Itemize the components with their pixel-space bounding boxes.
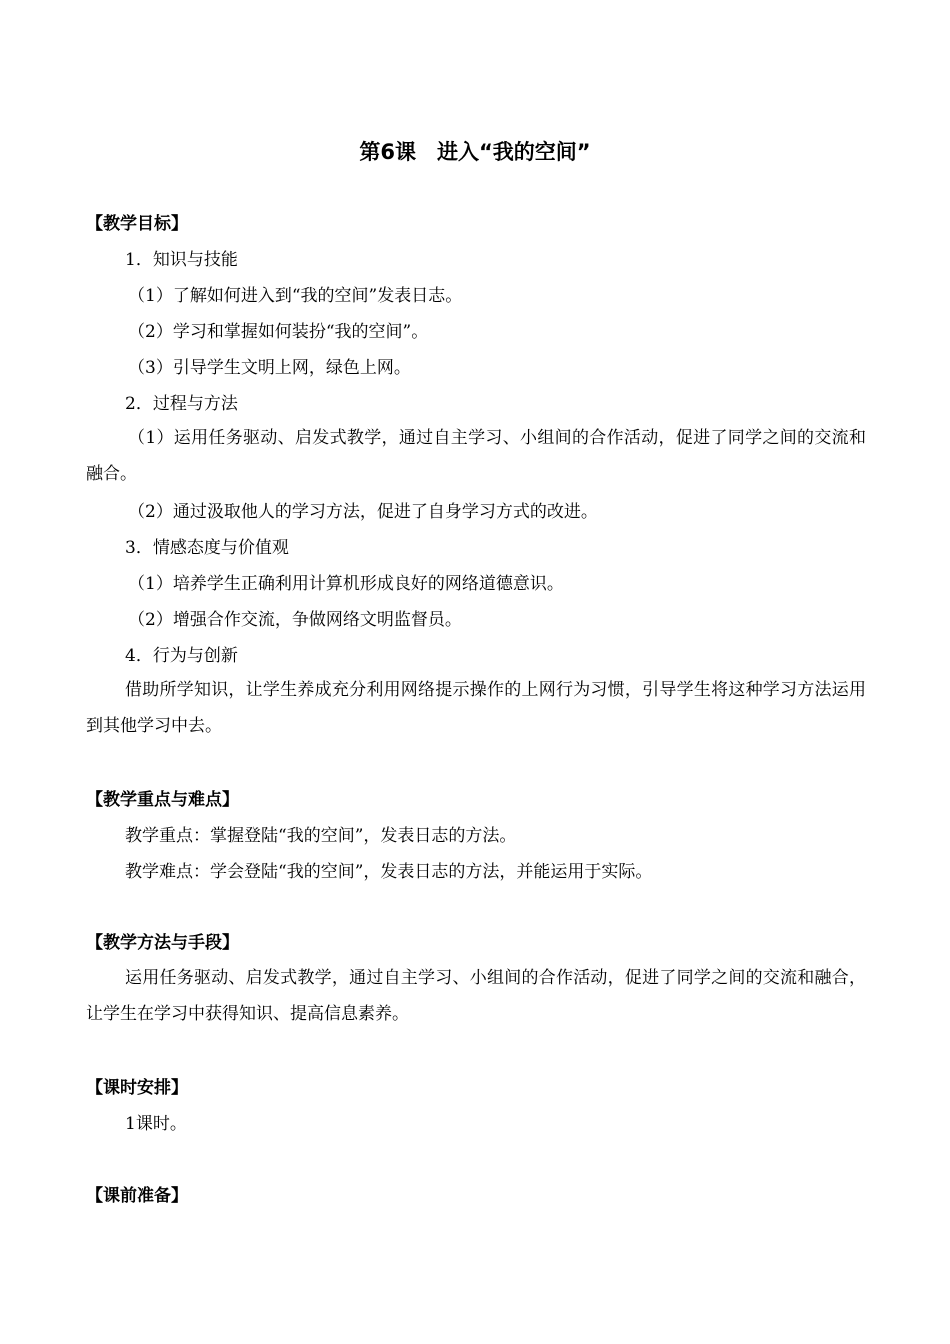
objective-item: （1）了解如何进入到“我的空间”发表日志。 bbox=[128, 286, 463, 306]
section-heading-schedule: 【课时安排】 bbox=[86, 1078, 188, 1098]
schedule-text: 1课时。 bbox=[125, 1114, 187, 1134]
key-point-item: 教学难点：学会登陆“我的空间”，发表日志的方法，并能运用于实际。 bbox=[125, 862, 653, 882]
objective-item: （1）培养学生正确利用计算机形成良好的网络道德意识。 bbox=[128, 574, 564, 594]
objective-item: 2．过程与方法 bbox=[125, 394, 238, 414]
objective-item: 3．情感态度与价值观 bbox=[125, 538, 289, 558]
section-heading-methods: 【教学方法与手段】 bbox=[86, 933, 239, 953]
objective-item: 借助所学知识，让学生养成充分利用网络提示操作的上网行为习惯，引导学生将这种学习方法运用到其他学习中去。 bbox=[86, 680, 866, 736]
page-title: 第6课 进入“我的空间” bbox=[359, 140, 591, 164]
section-heading-preparation: 【课前准备】 bbox=[86, 1186, 188, 1206]
section-heading-objectives: 【教学目标】 bbox=[86, 214, 188, 234]
objective-item: 4．行为与创新 bbox=[125, 646, 238, 666]
objective-item: （2）增强合作交流，争做网络文明监督员。 bbox=[128, 610, 462, 630]
objective-item: （2）通过汲取他人的学习方法，促进了自身学习方式的改进。 bbox=[128, 502, 598, 522]
key-point-item: 教学重点：掌握登陆“我的空间”，发表日志的方法。 bbox=[125, 826, 517, 846]
objective-item: （2）学习和掌握如何装扮“我的空间”。 bbox=[128, 322, 429, 342]
objective-item: （3）引导学生文明上网，绿色上网。 bbox=[128, 358, 411, 378]
methods-text: 运用任务驱动、启发式教学，通过自主学习、小组间的合作活动，促进了同学之间的交流和融合，让学生在学习中获得知识、提高信息素养。 bbox=[86, 968, 866, 1024]
objective-item: 1．知识与技能 bbox=[125, 250, 238, 270]
objective-item: （1）运用任务驱动、启发式教学，通过自主学习、小组间的合作活动，促进了同学之间的交流和融合。 bbox=[86, 428, 866, 484]
section-heading-key-points: 【教学重点与难点】 bbox=[86, 790, 239, 810]
